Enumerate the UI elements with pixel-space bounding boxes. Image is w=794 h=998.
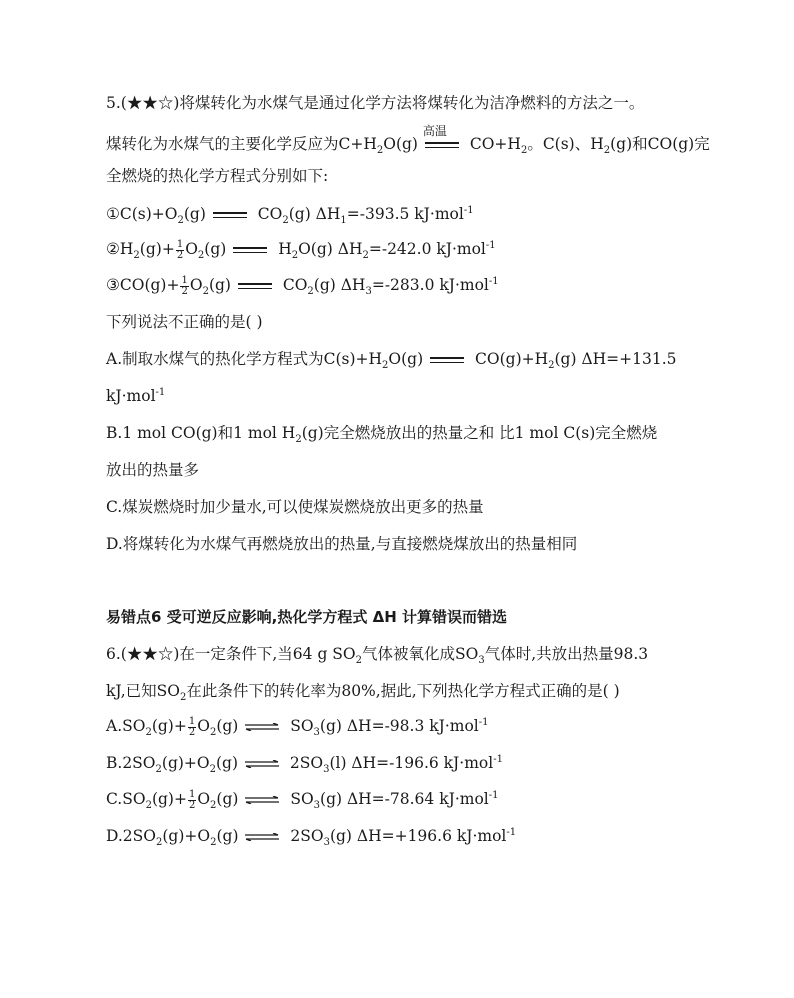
q6-option-d: $D.2SO_2(g)+O_2(g)$ $2SO_3(g)$ ΔH=+196.6 kJ·mol$^{-1}$	[106, 826, 517, 849]
equals-sign-icon	[430, 357, 464, 363]
high-temp-reaction-arrow: 高温	[425, 142, 459, 148]
q5-option-c: C.煤炭燃烧时加少量水,可以使煤炭燃烧放出更多的热量	[106, 498, 484, 516]
q5-line-2: 煤转化为水煤气的主要化学反应为$C+H_2O(g)$ 高温 $CO+H_2$。C(s)、$H_2(g)$和CO(g)完	[106, 124, 710, 157]
q6-option-b: $B.2SO_2(g)+O_2(g)$ $2SO_3(l)$ ΔH=-196.6 kJ·mol$^{-1}$	[106, 753, 503, 776]
fraction-one-half: $\frac{1}{2}$	[181, 274, 188, 297]
reversible-arrow-icon	[245, 796, 279, 804]
fraction-one-half: $\frac{1}{2}$	[188, 715, 196, 738]
q5-line-3: 全燃烧的热化学方程式分别如下:	[106, 167, 329, 185]
q5-stem: 下列说法不正确的是( )	[106, 313, 263, 331]
q6-line-2: kJ,已知$SO_2$在此条件下的转化率为80%,据此,下列热化学方程式正确的是( )	[106, 682, 620, 704]
q5-option-b: B.1 mol CO(g)和1 mol $H_2(g)$完全燃烧放出的热量之和 比1 mol C(s)完全燃烧	[106, 424, 658, 446]
fraction-one-half: $\frac{1}{2}$	[188, 788, 196, 811]
q5-equation-1: $①C(s)+O_2(g)$ $CO_2(g)$ $\Delta H_1=-393.5$ kJ·mol$^{-1}$	[106, 204, 474, 227]
q5-line-1: 5.(★★☆)将煤转化为水煤气是通过化学方法将煤转化为洁净燃料的方法之一。	[106, 94, 645, 112]
equals-sign-icon	[238, 283, 272, 289]
q6-line-1: 6.(★★☆)在一定条件下,当64 g $SO_2$气体被氧化成$SO_3$气体时,共放出热量98.3	[106, 645, 649, 667]
q5-equation-3: ③CO(g)+ $\frac{1}{2}$ $O_2(g)$ $CO_2(g)$ $\Delta H_3=-283.0$ kJ·mol$^{-1}$	[106, 274, 499, 298]
section-heading: 易错点6 受可逆反应影响,热化学方程式 ΔH 计算错误而错选	[106, 608, 507, 626]
q5-option-d: D.将煤转化为水煤气再燃烧放出的热量,与直接燃烧煤放出的热量相同	[106, 535, 578, 553]
q5-equation-2: $②H_2(g)+$ $\frac{1}{2}$ $O_2(g)$ $H_2O(g)$ $\Delta H_2=-242.0$ kJ·mol$^{-1}$	[106, 238, 496, 262]
q5-option-a: A.制取水煤气的热化学方程式为$C(s)+H_2O(g)$ $CO(g)+H_2(g)$ ΔH=+131.5	[106, 350, 677, 372]
q6-option-c: $C.SO_2(g)+$ $\frac{1}{2}$ $O_2(g)$ $SO_3(g)$ ΔH=-78.64 kJ·mol$^{-1}$	[106, 788, 499, 812]
q6-option-a: $A.SO_2(g)+$ $\frac{1}{2}$ $O_2(g)$ $SO_3(g)$ ΔH=-98.3 kJ·mol$^{-1}$	[106, 715, 489, 739]
fraction-one-half: $\frac{1}{2}$	[176, 238, 184, 261]
reversible-arrow-icon	[245, 723, 279, 731]
reversible-arrow-icon	[245, 760, 279, 768]
reversible-arrow-icon	[245, 833, 279, 841]
equals-sign-icon	[213, 212, 247, 218]
equals-sign-icon	[233, 247, 267, 253]
q5-option-a-cont: kJ·mol$^{-1}$	[106, 386, 166, 405]
q5-option-b-cont: 放出的热量多	[106, 461, 200, 479]
